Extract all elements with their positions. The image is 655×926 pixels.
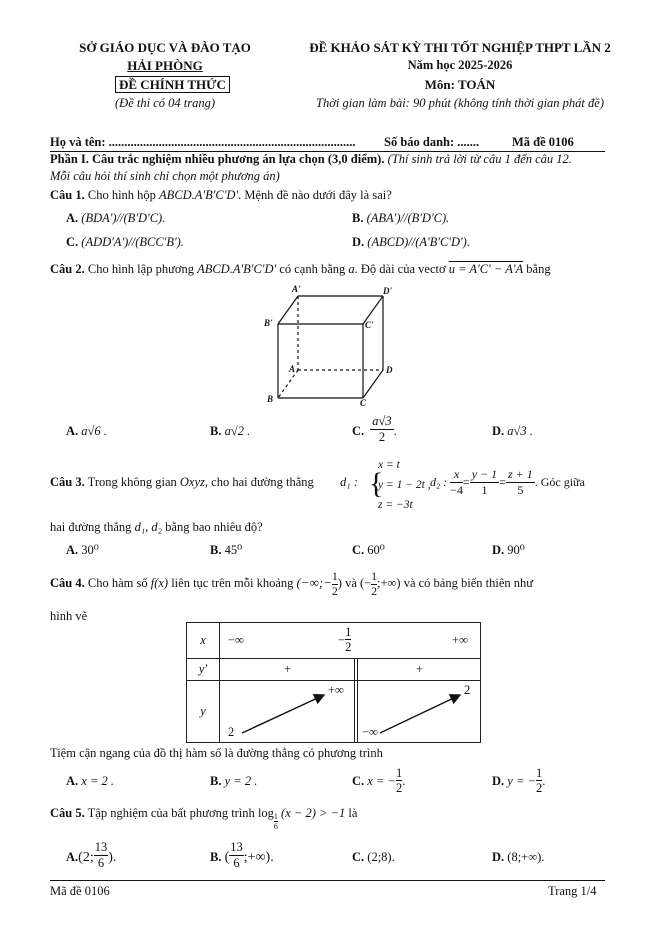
vertex-D: D [386, 365, 393, 375]
question-4: Câu 4. Cho hàm số f(x) liên tục trên mỗi khoảng (−∞;− $\frac{1}{2}$ ) và (− $\frac{1}{2}$ ;+∞) và có bảng biến thiên như [50, 570, 534, 598]
q5-option-c[interactable]: C. (2;8). [352, 850, 395, 864]
vertex-A1: A' [292, 284, 301, 294]
footer-page: Trang 1/4 [548, 884, 597, 898]
q2-option-a[interactable]: A. a√6 . [66, 424, 107, 438]
q4-option-a[interactable]: A. x = 2 . [66, 774, 115, 788]
vertex-B1: B' [264, 318, 273, 328]
q2-option-c[interactable]: C. $\frac{a√3}{2}$ . [352, 414, 397, 444]
part1-note: Mỗi câu hỏi thí sinh chỉ chọn một phương án) [50, 169, 280, 183]
q1-option-d[interactable]: D. (ABCD)//(A'B'C'D'). [352, 235, 470, 249]
q2-option-d[interactable]: D. a√3 . [492, 424, 533, 438]
row-y-label: y [187, 681, 220, 743]
question-4-prompt: Tiệm cận ngang của đồ thị hàm số là đường thẳng có phương trình [50, 746, 383, 760]
vertex-A: A [289, 364, 296, 374]
q5-option-d[interactable]: D. (8;+∞). [492, 850, 545, 864]
question-2: Câu 2. Cho hình lập phương ABCD.A'B'C'D' có cạnh bằng a. Độ dài của vectơ u = A'C' − A'A bằng [50, 262, 551, 276]
q3-option-c[interactable]: C. 60⁰ [352, 543, 385, 557]
q1-option-c[interactable]: C. (ADD'A')//(BCC'B'). [66, 235, 184, 249]
exam-code: Mã đề 0106 [512, 135, 574, 149]
q1-option-a[interactable]: A. (BDA')//(B'D'C). [66, 211, 166, 225]
question-4-line2: hình vẽ [50, 609, 88, 623]
name-field: Họ và tên: ............................................................................... [50, 135, 356, 149]
d1-system: x = t y = 1 − 2t , z = −3t [378, 459, 431, 511]
variation-table: x −∞ − $\frac{1}{2}$ +∞ y' + + y 2 +∞ −∞ 2 [186, 622, 481, 743]
subject: Môn: TOÁN [424, 77, 496, 92]
time-note: Thời gian làm bài: 90 phút (không tính thời gian phát đề) [316, 96, 604, 110]
q4-option-c[interactable]: C. x = − $\frac{1}{2}$ . [352, 766, 406, 795]
q3-option-a[interactable]: A. 30⁰ [66, 543, 99, 557]
official-stamp: ĐỀ CHÍNH THỨC [115, 76, 230, 93]
row-x-label: x [187, 623, 220, 659]
vertex-C: C [360, 398, 367, 407]
school-year: Năm học 2025-2026 [407, 58, 513, 72]
city-name: HẢI PHÒNG [127, 58, 203, 73]
sbd-field: Số báo danh: ....... [384, 135, 480, 149]
cube-figure [258, 282, 408, 407]
vertex-B: B [267, 394, 274, 404]
question-5: Câu 5. Tập nghiệm của bất phương trình log $\frac{1}{6}$ (x − 2) > −1 là [50, 806, 358, 831]
exam-title: ĐỀ KHẢO SÁT KỲ THI TỐT NGHIỆP THPT LẦN 2 [309, 40, 611, 55]
q4-option-b[interactable]: B. y = 2 . [210, 774, 258, 788]
question-3-line2: hai đường thẳng d₁, d₂ bằng bao nhiêu độ? [50, 520, 263, 534]
q5-option-b[interactable]: B. ( $\frac{13}{6}$ ;+∞). [210, 840, 274, 870]
footer-divider [50, 880, 605, 881]
d1-label: d₁ : [340, 475, 358, 489]
row-yprime-label: y' [187, 659, 220, 681]
q2-option-b[interactable]: B. a√2 . [210, 424, 251, 438]
vertex-D1: D' [383, 286, 392, 296]
q5-option-a[interactable]: A.(2; $\frac{13}{6}$ ). [66, 840, 117, 870]
q1-option-b[interactable]: B. (ABA')//(B'D'C). [352, 211, 450, 225]
question-3: Câu 3. Trong không gian Oxyz, cho hai đường thẳng [50, 475, 314, 489]
variation-arrows [220, 681, 480, 743]
q4-option-d[interactable]: D. y = − $\frac{1}{2}$ . [492, 766, 546, 795]
footer-code: Mã đề 0106 [50, 884, 110, 898]
d2-equation: d₂ : $\frac{x}{-4}$ = $\frac{y - 1}{1}$ = $\frac{z + 1}{5}$ . Góc giữa [430, 467, 585, 497]
vertex-C1: C' [365, 320, 374, 330]
q3-option-d[interactable]: D. 90⁰ [492, 543, 525, 557]
q3-option-b[interactable]: B. 45⁰ [210, 543, 243, 557]
system-brace: { [369, 467, 384, 500]
question-1: Câu 1. Cho hình hộp ABCD.A'B'C'D'. Mệnh đề nào dưới đây là sai? [50, 188, 392, 202]
department-name: SỞ GIÁO DỤC VÀ ĐÀO TẠO [79, 40, 251, 55]
pages-note: (Đề thi có 04 trang) [115, 96, 215, 110]
part1-heading: Phần I. Câu trắc nghiệm nhiều phương án lựa chọn (3,0 điểm). (Thí sinh trả lời từ câu 1 đến câu 12. [50, 152, 572, 166]
